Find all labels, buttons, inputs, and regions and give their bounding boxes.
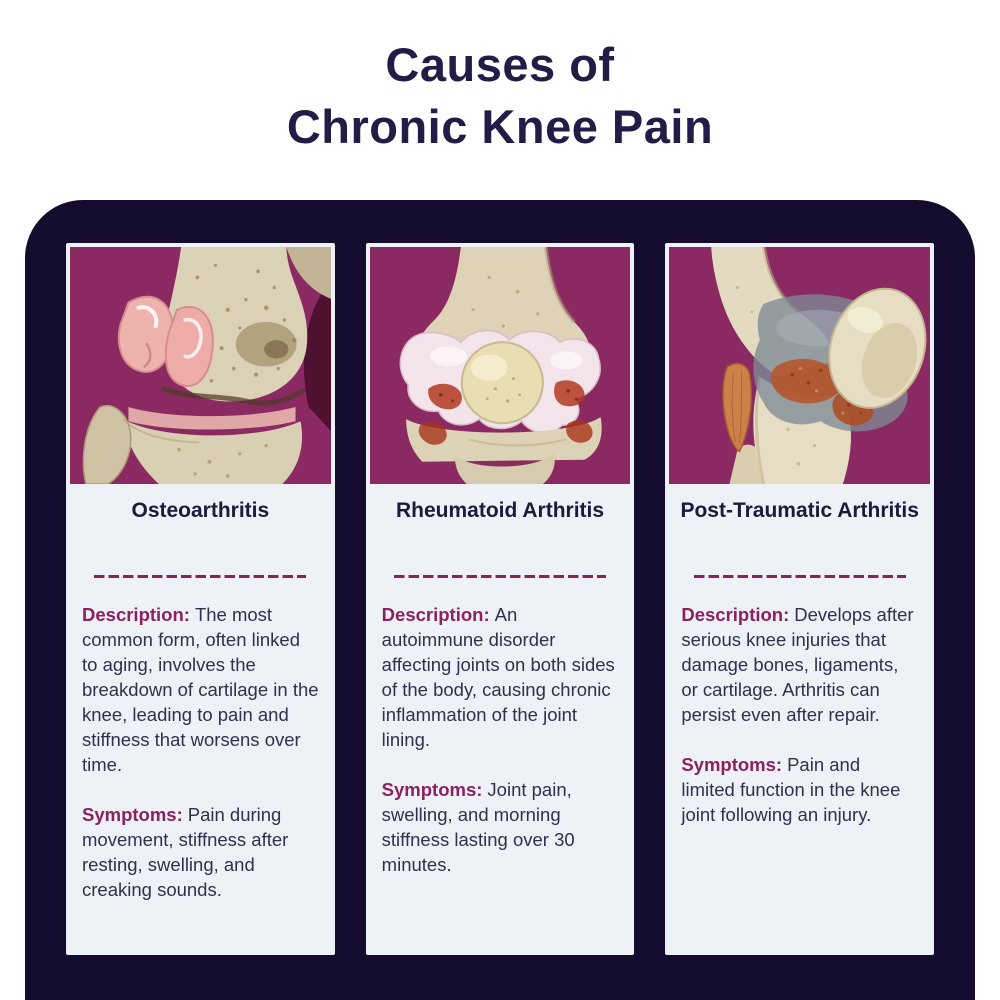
card-title: Post-Traumatic Arthritis [680,499,919,522]
cards-row [66,243,934,955]
card-description [82,602,319,777]
description-text: The most common form, often linked to aging, involves the breakdown of cartilage in the knee, leading to pain and stiffness that worsens over time. [82,604,319,775]
symptoms-label: Symptoms: [82,804,183,825]
card-title-wrap [665,497,934,575]
card-title: Osteoarthritis [131,499,270,522]
card-osteoarthritis [66,243,335,955]
rheumatoid-knee-illustration [370,247,631,484]
dark-rounded-panel [25,200,975,1000]
symptoms-text: Pain during movement, stiffness after resting, swelling, and creaking sounds. [82,804,289,900]
card-body [66,578,335,902]
card-title: Rheumatoid Arthritis [395,499,605,522]
description-label: Description: [82,604,190,625]
description-text: Develops after serious knee injuries that damage bones, ligaments, or cartilage. Arthritis can persist even after repair. [681,604,914,725]
description-text: An autoimmune disorder affecting joints on both sides of the body, causing chronic inflammation of the joint lining. [381,604,615,750]
rheumatoid-knee-image [370,247,631,484]
symptoms-label: Symptoms: [381,779,483,800]
osteoarthritis-knee-illustration [70,247,331,484]
card-description [681,602,918,727]
card-symptoms [382,777,619,877]
page-title [0,34,1000,158]
description-label: Description: [681,604,790,625]
symptoms-text: Joint pain, swelling, and morning stiffness lasting over 30 minutes. [381,779,575,875]
description-label: Description: [381,604,490,625]
card-title-wrap [66,497,335,575]
symptoms-text: Pain and limited function in the knee joint following an injury. [681,754,901,825]
card-rheumatoid-arthritis [366,243,635,955]
card-symptoms [82,802,319,902]
card-body [366,578,635,877]
osteoarthritis-knee-image [70,247,331,484]
page-title-line1: Causes of [385,38,615,91]
card-title-wrap [366,497,635,575]
card-symptoms [681,752,918,827]
post-traumatic-knee-image [669,247,930,484]
page-title-line2: Chronic Knee Pain [286,100,714,153]
card-description [382,602,619,752]
card-post-traumatic-arthritis [665,243,934,955]
post-traumatic-knee-illustration [669,247,930,484]
symptoms-label: Symptoms: [681,754,783,775]
card-body [665,578,934,827]
